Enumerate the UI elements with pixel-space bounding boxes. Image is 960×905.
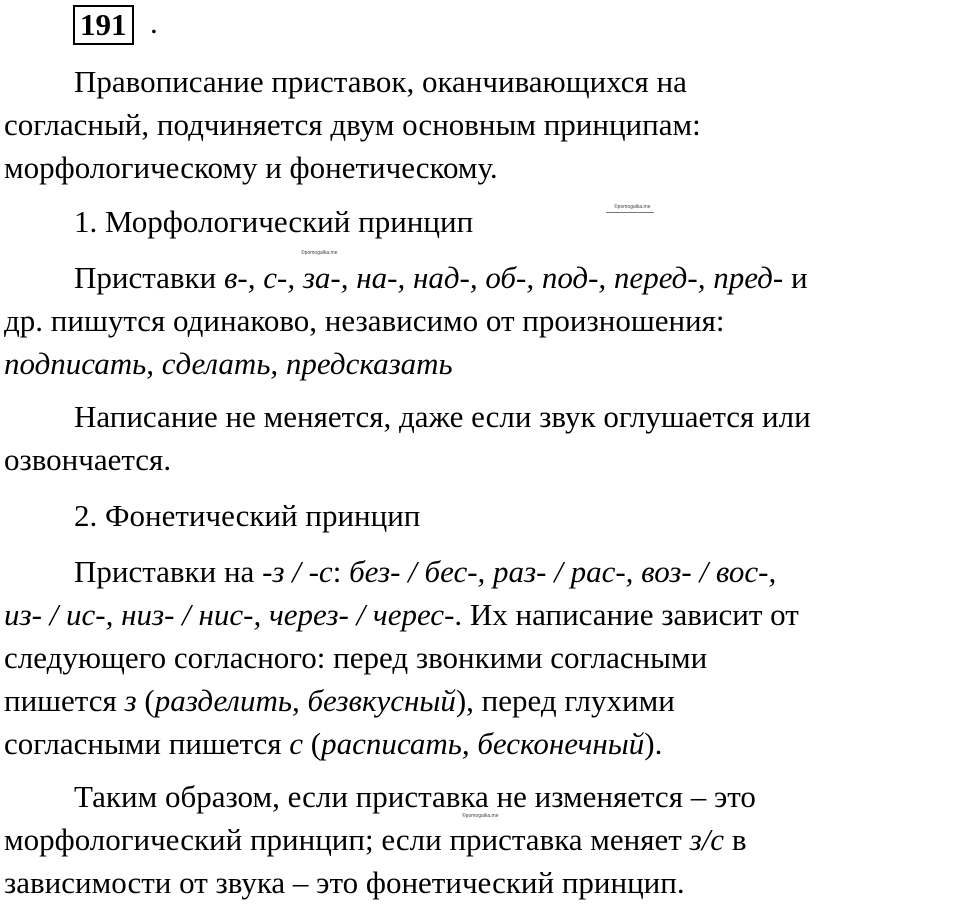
phon-paren-open-2: ( bbox=[303, 726, 322, 761]
morph-prefixes-tail: и bbox=[783, 260, 808, 295]
phon-voiceless-examples: расписать, бесконечный bbox=[321, 726, 645, 761]
morph-prefixes-label: Приставки bbox=[74, 260, 224, 295]
conclusion-line-2 bbox=[4, 818, 960, 862]
phon-voiceless-intro: ), перед глухими bbox=[455, 683, 675, 718]
phon-prefix-list-1: без- / бес-, раз- / рас-, воз- / вос-, bbox=[349, 554, 777, 589]
morph-note-line-2: озвончается. bbox=[4, 442, 172, 477]
morph-prefixes-line bbox=[4, 256, 960, 300]
intro-line-1: Правописание приставок, оканчивающихся на bbox=[74, 64, 687, 99]
phon-voiced-label: пишется bbox=[4, 683, 125, 718]
phon-paren-open-1: ( bbox=[136, 683, 155, 718]
morph-note-line-1: Написание не меняется, даже если звук оглушается или bbox=[74, 399, 811, 434]
phon-line-5 bbox=[4, 722, 960, 766]
watermark-underline bbox=[606, 212, 654, 213]
watermark: ©pomogalka.me bbox=[301, 250, 338, 256]
conclusion-letters: з/с bbox=[689, 822, 725, 857]
intro-line-3: морфологическому и фонетическому. bbox=[4, 150, 498, 185]
phon-heading: 2. Фонетический принцип bbox=[74, 498, 421, 533]
phon-dependency-text: . Их написание зависит от bbox=[454, 597, 799, 632]
conclusion-line-3: зависимости от звука – это фонетический принцип. bbox=[4, 865, 685, 900]
conclusion-text: морфологический принцип; если приставка меняет bbox=[4, 822, 690, 857]
phon-colon: : bbox=[332, 554, 350, 589]
phon-label: Приставки на bbox=[74, 554, 263, 589]
conclusion-line-1: Таким образом, если приставка не изменяется – это bbox=[74, 779, 756, 814]
phon-line-3: следующего согласного: перед звонкими согласными bbox=[4, 640, 708, 675]
morph-heading: 1. Морфологический принцип bbox=[74, 204, 474, 239]
watermark: ©pomogalka.me bbox=[462, 813, 499, 819]
phon-paren-close-2: ). bbox=[644, 726, 663, 761]
morph-examples-text: подписать, сделать, предсказать bbox=[4, 346, 453, 381]
phon-voiceless-letter: с bbox=[289, 726, 304, 761]
phon-line-1 bbox=[4, 550, 960, 594]
phon-ending: -з / -с bbox=[262, 554, 333, 589]
morph-rule-line: др. пишутся одинаково, независимо от произношения: bbox=[4, 303, 725, 338]
intro-line-2: согласный, подчиняется двум основным принципам: bbox=[4, 107, 701, 142]
phon-prefix-list-2: из- / ис-, низ- / нис-, через- / черес- bbox=[4, 597, 455, 632]
morph-prefixes-list: в-, с-, за-, на-, над-, об-, под-, перед-, пред- bbox=[223, 260, 784, 295]
exercise-number-dot: . bbox=[150, 5, 158, 40]
morph-examples bbox=[4, 342, 960, 386]
conclusion-tail: в bbox=[724, 822, 747, 857]
phon-voiced-examples: разделить, безвкусный bbox=[154, 683, 456, 718]
phon-voiceless-label: согласными пишется bbox=[4, 726, 290, 761]
exercise-number: 191 bbox=[73, 5, 134, 45]
phon-voiced-letter: з bbox=[124, 683, 137, 718]
watermark: ©pomogalka.me bbox=[614, 204, 651, 210]
phon-line-4 bbox=[4, 679, 960, 723]
phon-line-2 bbox=[4, 593, 960, 637]
